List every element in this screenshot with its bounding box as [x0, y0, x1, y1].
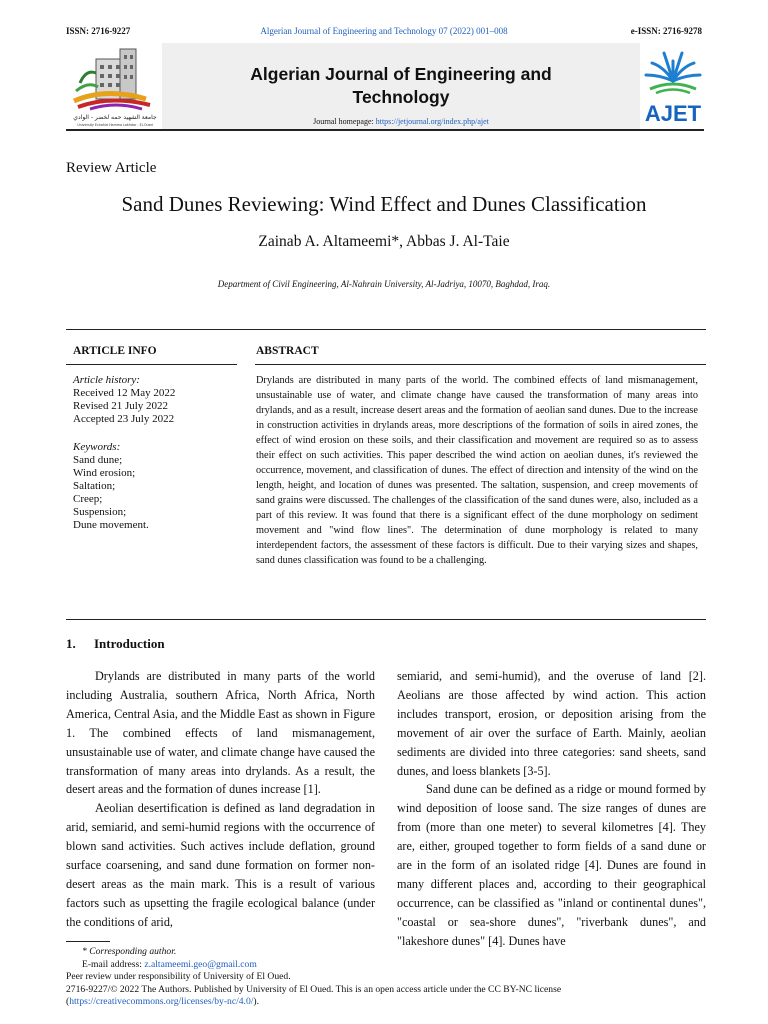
- university-logo-arabic: جامعة الشهيد حمه لخضر - الوادي: [73, 114, 157, 121]
- license-line: (https://creativecommons.org/licenses/by-nc/4.0/).: [66, 996, 259, 1007]
- university-logo: [66, 43, 164, 129]
- corresponding-author-note: * Corresponding author.: [82, 946, 177, 957]
- copyright-note: 2716-9227/© 2022 The Authors. Published by University of El Oued. This is an open access article under the CC BY-NC license: [66, 983, 562, 995]
- e-issn: e-ISSN: 2716-9278: [630, 26, 702, 36]
- body-column-left: [66, 667, 375, 932]
- abstract-heading-rule: [255, 364, 706, 365]
- journal-homepage-link[interactable]: https://jetjournal.org/index.php/ajet: [375, 117, 489, 126]
- journal-title-box: [162, 43, 640, 129]
- history-received: Received 12 May 2022: [73, 387, 176, 399]
- journal-title: Algerian Journal of Engineering and Technology: [250, 64, 552, 107]
- license-link[interactable]: https://creativecommons.org/licenses/by-nc/4.0/: [69, 996, 254, 1007]
- author-email-link[interactable]: z.altameemi.geo@gmail.com: [144, 958, 257, 970]
- article-info: [73, 374, 233, 532]
- abstract-heading: ABSTRACT: [256, 345, 319, 357]
- abstract-bottom-rule: [66, 619, 706, 620]
- running-header: [66, 26, 702, 40]
- section-heading-introduction: [66, 636, 165, 652]
- history-accepted: Accepted 23 July 2022: [73, 413, 175, 425]
- journal-homepage: Journal homepage: https://jetjournal.org/index.php/ajet: [313, 117, 489, 126]
- info-heading-rule: [66, 364, 237, 365]
- authors: Zainab A. Altameemi*, Abbas J. Al-Taie: [258, 233, 510, 250]
- body-column-right: [397, 667, 706, 951]
- paper-title: Sand Dunes Reviewing: Wind Effect and Dunes Classification: [121, 192, 647, 216]
- keyword: Saltation;: [73, 480, 116, 492]
- section-number: 1.: [66, 636, 76, 651]
- header-rule: [66, 129, 704, 131]
- issn: ISSN: 2716-9227: [66, 26, 131, 36]
- keyword: Wind erosion;: [73, 467, 136, 479]
- info-top-rule: [66, 329, 706, 330]
- journal-header: [66, 43, 704, 131]
- email-line: E-mail address: z.altameemi.geo@gmail.com: [82, 958, 257, 970]
- history-revised: Revised 21 July 2022: [73, 400, 169, 412]
- keyword: Sand dune;: [73, 454, 123, 466]
- history-label: Article history:: [73, 374, 140, 386]
- ajet-logo: [642, 45, 704, 127]
- affiliation: Department of Civil Engineering, Al-Nahrain University, Al-Jadriya, 10070, Baghdad, Iraq.: [217, 279, 551, 289]
- footnotes: [66, 946, 706, 1009]
- paragraph: Aeolian desertification is defined as land degradation in arid, semiarid, and semi-humid regions with the occurrence of blown sand activities. Such actives include deflation, ground surface coarsening, and sand dune formation on former non-desert areas as the main mark. This is a result of various factors such as upsetting the fragile ecological balance (under the conditions of arid,: [66, 801, 375, 929]
- section-title: Introduction: [94, 636, 165, 651]
- paragraph: semiarid, and semi-humid), and the overuse of land [2]. Aeolians are those affected by wind action. This action includes transport, erosion, or deposition arising from the movement of air over the surface of Earth. Mainly, aeolian sediments are divided into three categories: sand sheets, sand dunes, and loess blankets [3-5].: [397, 669, 706, 778]
- keyword: Creep;: [73, 493, 103, 505]
- peer-review-note: Peer review under responsibility of University of El Oued.: [66, 971, 291, 982]
- keyword: Dune movement.: [73, 519, 149, 531]
- footnote-rule: [66, 941, 110, 942]
- abstract-text: Drylands are distributed in many parts of the world. The combined effects of land mismanagement, unsustainable use of water, and climate change have caused the transformation of many areas into drylands, and as a result, increase desert areas and the formation of aeolian sand dunes. Due to the increase in construction activities in drylands areas, more descriptions of the formation of soils in aired zones, the effect of wind erosion on these soils, and their classification and movement are required so as to assess their effect on such activities. This paper described the wind action on aeolian dunes, it's reviewed the occurrence, movement, and classification of dunes. The effect of direction and intensity of the wind on the length, height, and location of dunes was presented. The saltation, suspension, and creep movements of sand grains were discussed. The challenges of the classification of the sand dunes were, also, included as a part of this review. It was found that there is a significant effect of the dune morphology on sediment movement and "wind flow lines". The determination of dune morphology is related to many interdependent factors, the assessment of these factors is difficult. Due to their varying sizes and shapes, sand dunes classification was found to be a challenging.: [256, 375, 698, 566]
- paragraph: Drylands are distributed in many parts of the world including Australia, southern Africa, North Africa, North America, Central Asia, and the Middle East as shown in Figure 1. The combined effects of land mismanagement, unsustainable use of water, and climate change have caused the transformation of many areas into drylands. As a result, the desert areas and the formation of dunes increase [1].: [66, 669, 375, 797]
- ajet-logo-text: AJET: [644, 101, 702, 126]
- keyword: Suspension;: [73, 506, 127, 518]
- university-logo-english: University Echahid Hamma Lakhdar - El-Oued: [77, 123, 153, 127]
- keywords-label: Keywords:: [73, 441, 121, 453]
- article-type: Review Article: [66, 160, 157, 176]
- paragraph: Sand dune can be defined as a ridge or mound formed by wind deposition of loose sand. The size ranges of dunes are from (more than one meter) to several kilometres [4]. They are, either, grouped together to form fields of a sand dune or are in the form of an isolated ridge [4]. Dunes are found in many different places and, according to their geographical occurrence, can be classified as "inland or continental dunes", "coastal or sea-shore dunes", "riverbank dunes", and "lakeshore dunes" [4]. Dunes have: [397, 782, 706, 948]
- journal-reference: Algerian Journal of Engineering and Technology 07 (2022) 001–008: [260, 26, 508, 36]
- article-info-heading: ARTICLE INFO: [73, 345, 157, 357]
